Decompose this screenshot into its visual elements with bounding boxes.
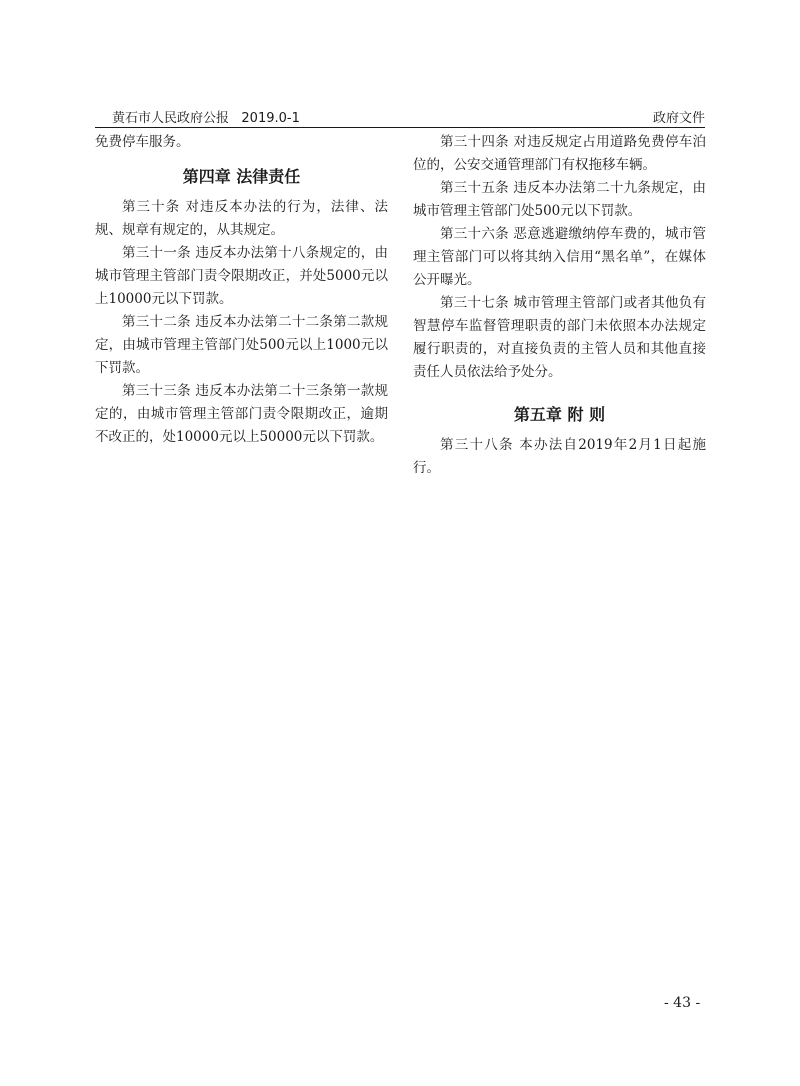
article-35: 第三十五条 违反本办法第二十九条规定，由城市管理主管部门处500元以下罚款。 — [413, 180, 706, 219]
article-38: 第三十八条 本办法自2019年2月1日起施行。 — [413, 437, 706, 476]
article-31: 第三十一条 违反本办法第十八条规定的，由城市管理主管部门责令限期改正，并处5000元以上10000元以下罚款。 — [95, 245, 388, 307]
article-30: 第三十条 对违反本办法的行为，法律、法规、规章有规定的，从其规定。 — [95, 199, 388, 238]
article-33: 第三十三条 违反本办法第二十三条第一款规定的，由城市管理主管部门责令限期改正，逾期不改正的，处10000元以上50000元以下罚款。 — [95, 383, 388, 445]
article-37: 第三十七条 城市管理主管部门或者其他负有智慧停车监督管理职责的部门未依照本办法规定履行职责的，对直接负责的主管人员和其他直接责任人员依法给予处分。 — [413, 295, 706, 380]
continuation-text: 免费停车服务。 — [95, 134, 190, 150]
header-rule — [95, 127, 705, 128]
article-34: 第三十四条 对违反规定占用道路免费停车泊位的，公安交通管理部门有权拖移车辆。 — [413, 134, 706, 173]
page-number: - 43 - — [664, 995, 701, 1011]
chapter-4-heading: 第四章 法律责任 — [182, 167, 301, 186]
left-column — [95, 131, 388, 449]
article-36: 第三十六条 恶意逃避缴纳停车费的，城市管理主管部门可以将其纳入信用“黑名单”，在媒体公开曝光。 — [413, 226, 706, 288]
chapter-5-heading: 第五章 附 则 — [513, 405, 606, 424]
section-label: 政府文件 — [652, 111, 705, 126]
publication-title: 黄石市人民政府公报 2019.0-1 — [112, 111, 300, 126]
right-column — [413, 131, 706, 480]
article-32: 第三十二条 违反本办法第二十二条第二款规定，由城市管理主管部门处500元以上1000元以下罚款。 — [95, 314, 388, 376]
